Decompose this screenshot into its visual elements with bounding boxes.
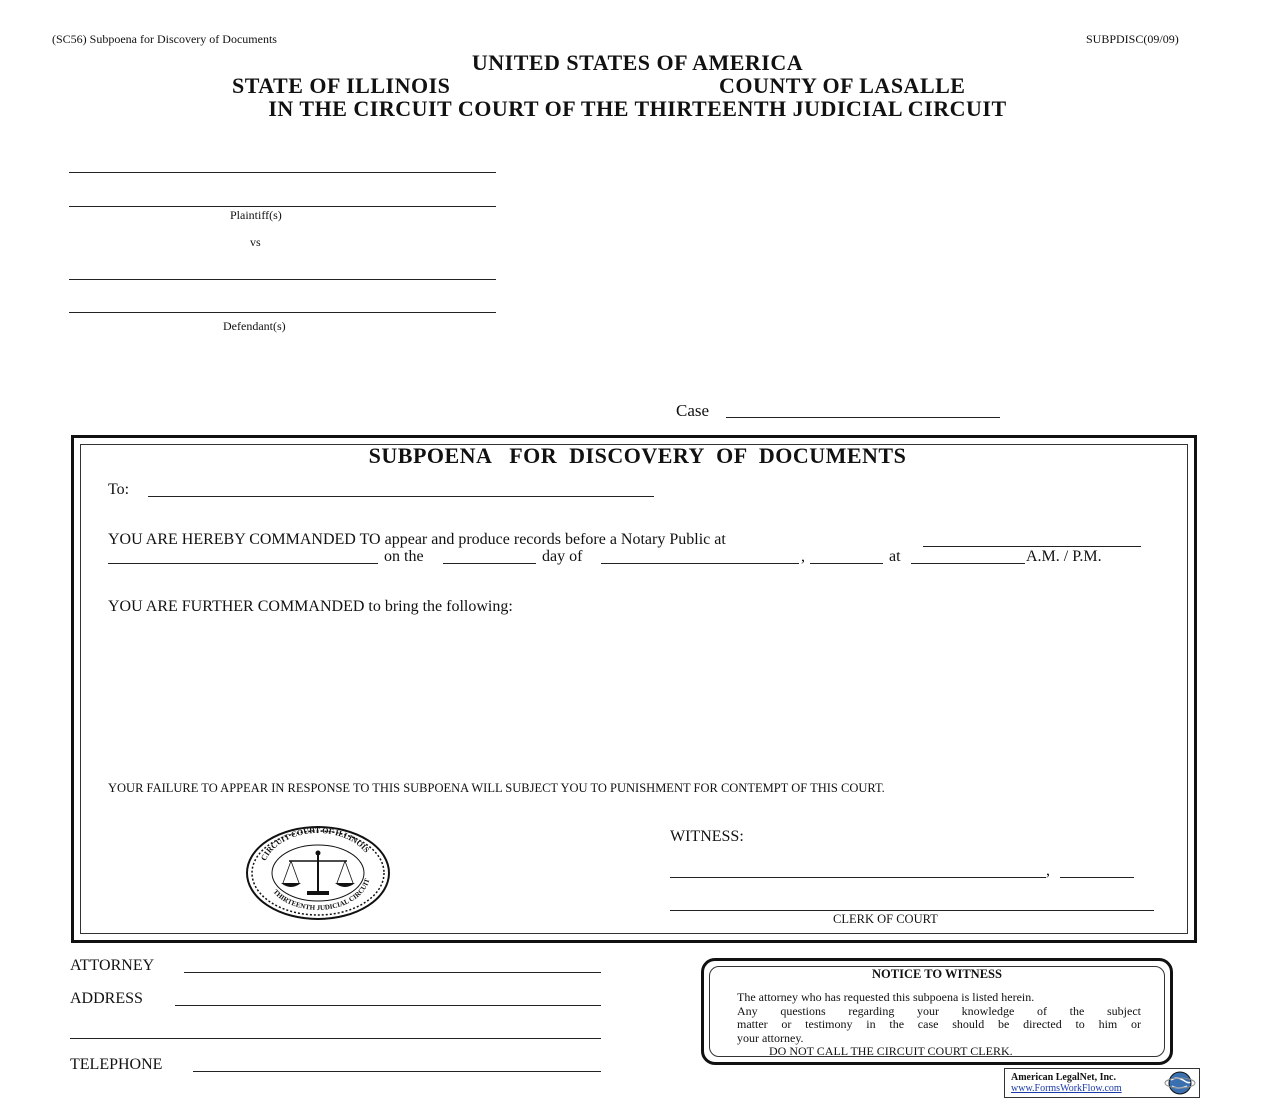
address-label: ADDRESS bbox=[70, 990, 143, 1007]
command-1-text: YOU ARE HEREBY COMMANDED TO appear and produce records before a Notary Public at bbox=[108, 531, 726, 548]
day-of-text: day of bbox=[542, 548, 583, 565]
time-line[interactable] bbox=[911, 563, 1025, 564]
seal-bottom-text: THIRTEENTH JUDICIAL CIRCUIT bbox=[271, 877, 372, 912]
logo-url[interactable]: www.FormsWorkFlow.com bbox=[1011, 1083, 1122, 1094]
subpoena-box bbox=[71, 435, 1197, 943]
defendant-line-2[interactable] bbox=[69, 312, 496, 313]
location-line-2[interactable] bbox=[108, 563, 378, 564]
command-2-text: YOU ARE FURTHER COMMANDED to bring the following: bbox=[108, 598, 513, 615]
clerk-label: CLERK OF COURT bbox=[833, 912, 938, 926]
address-line-1[interactable] bbox=[175, 1005, 601, 1006]
witness-comma: , bbox=[1046, 862, 1050, 879]
telephone-label: TELEPHONE bbox=[70, 1056, 163, 1073]
plaintiff-label: Plaintiff(s) bbox=[230, 208, 282, 222]
svg-text:CIRCUIT COURT OF ILLINOIS bbox=[259, 826, 371, 862]
defendant-label: Defendant(s) bbox=[223, 319, 286, 333]
witness-label: WITNESS: bbox=[670, 828, 744, 845]
witness-signature-line[interactable] bbox=[670, 877, 1046, 878]
comma-text: , bbox=[801, 548, 805, 565]
witness-date-line[interactable] bbox=[1060, 877, 1134, 878]
defendant-line-1[interactable] bbox=[69, 279, 496, 280]
notice-line-4: your attorney. bbox=[737, 1030, 804, 1045]
day-line[interactable] bbox=[443, 563, 536, 564]
notice-title: NOTICE TO WITNESS bbox=[872, 967, 1002, 981]
case-label: Case bbox=[676, 401, 710, 420]
to-line[interactable] bbox=[148, 496, 654, 497]
year-line[interactable] bbox=[810, 563, 883, 564]
plaintiff-line-1[interactable] bbox=[69, 172, 496, 173]
form-id: (SC56) Subpoena for Discovery of Documents bbox=[52, 32, 277, 46]
notice-line-5: DO NOT CALL THE CIRCUIT COURT CLERK. bbox=[769, 1044, 1013, 1058]
address-line-2[interactable] bbox=[70, 1038, 601, 1039]
attorney-line[interactable] bbox=[184, 972, 601, 973]
heading-country: UNITED STATES OF AMERICA bbox=[471, 50, 804, 75]
globe-icon bbox=[1163, 1070, 1197, 1096]
notice-line-2: Any questions regarding your knowledge of the subject bbox=[737, 1003, 1141, 1018]
notice-line-1: The attorney who has requested this subpoena is listed herein. bbox=[737, 990, 1035, 1004]
heading-county: COUNTY OF LASALLE bbox=[719, 73, 966, 98]
seal-top-text: CIRCUIT COURT OF ILLINOIS bbox=[259, 825, 372, 863]
notary-location-line[interactable] bbox=[923, 546, 1141, 547]
am-pm-text: A.M. / P.M. bbox=[1026, 548, 1102, 565]
telephone-line[interactable] bbox=[193, 1071, 601, 1072]
notice-line-3: matter or testimony in the case should be directed to him or bbox=[737, 1017, 1141, 1031]
attorney-label: ATTORNEY bbox=[70, 957, 155, 974]
failure-warning: YOUR FAILURE TO APPEAR IN RESPONSE TO THIS SUBPOENA WILL SUBJECT YOU TO PUNISHMENT FOR CONTEMPT OF THIS COURT. bbox=[108, 781, 885, 795]
to-label: To: bbox=[108, 481, 130, 498]
subpoena-title: SUBPOENA FOR DISCOVERY OF DOCUMENTS bbox=[368, 443, 907, 468]
clerk-signature-line[interactable] bbox=[670, 910, 1154, 911]
heading-court: IN THE CIRCUIT COURT OF THE THIRTEENTH JUDICIAL CIRCUIT bbox=[268, 96, 1007, 121]
heading-state: STATE OF ILLINOIS bbox=[232, 73, 451, 98]
at-text: at bbox=[889, 548, 901, 565]
month-line[interactable] bbox=[601, 563, 799, 564]
court-seal-icon bbox=[245, 825, 391, 921]
notice-body bbox=[737, 991, 1141, 1059]
on-the-text: on the bbox=[384, 548, 424, 565]
case-number-line[interactable] bbox=[726, 417, 1000, 418]
plaintiff-line-2[interactable] bbox=[69, 206, 496, 207]
vs-label: vs bbox=[250, 235, 261, 249]
logo-company: American LegalNet, Inc. bbox=[1011, 1072, 1116, 1083]
american-legalnet-logo[interactable] bbox=[1004, 1068, 1200, 1098]
form-code: SUBPDISC(09/09) bbox=[1086, 32, 1179, 46]
